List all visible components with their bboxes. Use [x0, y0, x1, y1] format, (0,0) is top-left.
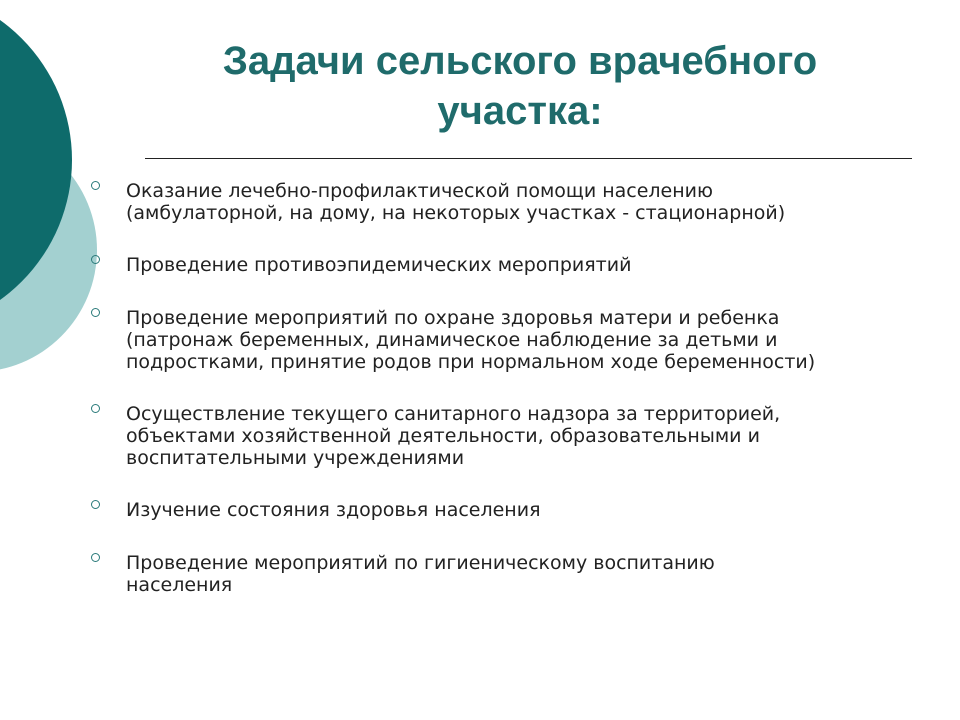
bullet-ring-icon — [91, 553, 100, 562]
bullet-item — [86, 403, 946, 469]
bullet-text: Осуществление текущего санитарного надзора за территорией, объектами хозяйственной деятельности, образовательными и воспитательными учреждениями — [126, 403, 781, 469]
bullet-text: Проведение мероприятий по гигиеническому воспитанию населения — [126, 552, 715, 596]
bullet-item — [86, 307, 946, 373]
bullet-text: Проведение мероприятий по охране здоровья матери и ребенка (патронаж беременных, динамическое наблюдение за детьми и подростками, принятие родов при нормальном ходе беременности) — [126, 307, 816, 373]
bullet-item — [86, 499, 946, 521]
slide-title-line-2: участка: — [437, 89, 603, 133]
slide-title — [150, 36, 890, 136]
title-divider — [145, 158, 912, 159]
bullet-ring-icon — [91, 181, 100, 190]
bullet-item — [86, 180, 946, 224]
bullet-item — [86, 552, 946, 596]
bullet-text: Оказание лечебно-профилактической помощи населению (амбулаторной, на дому, на некоторых участках - стационарной) — [126, 180, 786, 224]
bullet-ring-icon — [91, 500, 100, 509]
bullet-text: Проведение противоэпидемических мероприятий — [126, 254, 632, 276]
bullet-text: Изучение состояния здоровья населения — [126, 499, 541, 521]
bullet-ring-icon — [91, 255, 100, 264]
bullet-list — [86, 180, 946, 596]
bullet-ring-icon — [91, 308, 100, 317]
bullet-ring-icon — [91, 404, 100, 413]
bullet-item — [86, 254, 946, 276]
slide-title-line-1: Задачи сельского врачебного — [222, 39, 818, 83]
